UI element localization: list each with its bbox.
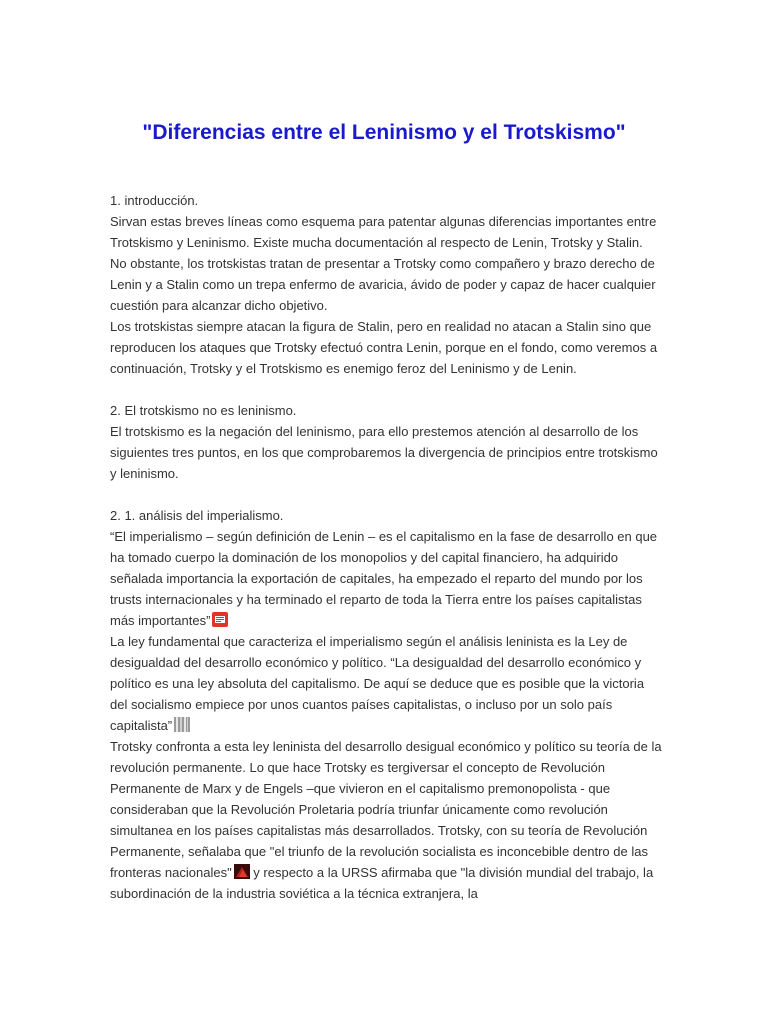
- section-1-paragraph-2: Los trotskistas siempre atacan la figura de Stalin, pero en realidad no atacan a Stalin sino que reproducen los ataques que Trotsky efectuó contra Lenin, porque en el fondo, como veremos a continuación, Trotsky y el Trotskismo es enemigo feroz del Leninismo y de Lenin.: [110, 319, 658, 376]
- document-title: "Diferencias entre el Leninismo y el Trotskismo": [142, 121, 626, 144]
- dark-red-footnote-icon[interactable]: [234, 864, 250, 879]
- section-2-1-paragraph-1: [110, 526, 662, 631]
- section-1-heading: 1. introducción.: [110, 193, 199, 208]
- permanent-revolution-text: Trotsky confronta a esta ley leninista del desarrollo desigual económico y político su teoría de la revolución permanente. Lo que hace Trotsky es tergiversar el concepto de Revolución Permanente de Marx y de Engels –que vivieron en el capitalismo premonopolista - que consideraban que la Revolución Proletaria podría triunfar únicamente como revolución simultanea en los países capitalistas más desarrollados. Trotsky, con su teoría de Revolución Permanente, señalaba que "el triunfo de la revolución socialista es inconcebible dentro de las fronteras nacionales": [110, 739, 662, 880]
- paragraph-gap: [110, 484, 662, 505]
- section-2-1-paragraph-2: [110, 631, 662, 736]
- urss-text: y respecto a la URSS afirmaba que "la división mundial del trabajo, la subordinación de la industria soviética a la técnica extranjera, la: [110, 865, 654, 901]
- quote-imperialism: “El imperialismo – según definición de Lenin – es el capitalismo en la fase de desarrollo en que ha tomado cuerpo la dominación de los monopolios y del capital financiero, ha adquirido señalada importancia la exportación de capitales, ha empezado el reparto del mundo por los trusts internacionales y ha terminado el reparto de toda la Tierra entre los países capitalistas más importantes”: [110, 529, 658, 628]
- uneven-development-text: La ley fundamental que caracteriza el imperialismo según el análisis leninista es la Ley de desigualdad del desarrollo económico y político. “La desigualdad del desarrollo económico y político es una ley absoluta del capitalismo. De aquí se deduce que es posible que la victoria del socialismo empiece por unos cuantos países capitalistas, o incluso por un solo país capitalista”: [110, 634, 645, 733]
- section-2-paragraph-1: El trotskismo es la negación del leninismo, para ello prestemos atención al desarrollo de los siguientes tres puntos, en los que comprobaremos la divergencia de principios entre trotskismo y leninismo.: [110, 424, 658, 481]
- red-footnote-icon[interactable]: [212, 612, 228, 627]
- paragraph-gap: [110, 379, 662, 400]
- section-2-heading: 2. El trotskismo no es leninismo.: [110, 403, 297, 418]
- gray-footnote-icon[interactable]: [174, 717, 190, 732]
- section-2-1-heading: 2. 1. análisis del imperialismo.: [110, 508, 284, 523]
- section-2-1-paragraph-3: [110, 736, 662, 904]
- document-body: [110, 190, 662, 904]
- section-1-paragraph-1: Sirvan estas breves líneas como esquema para patentar algunas diferencias importantes entre Trotskismo y Leninismo. Existe mucha documentación al respecto de Lenin, Trotsky y Stalin. No obstante, los trotskistas tratan de presentar a Trotsky como compañero y brazo derecho de Lenin y a Stalin como un trepa enfermo de avaricia, ávido de poder y capaz de hacer cualquier cuestión para alcanzar dicho objetivo.: [110, 214, 657, 313]
